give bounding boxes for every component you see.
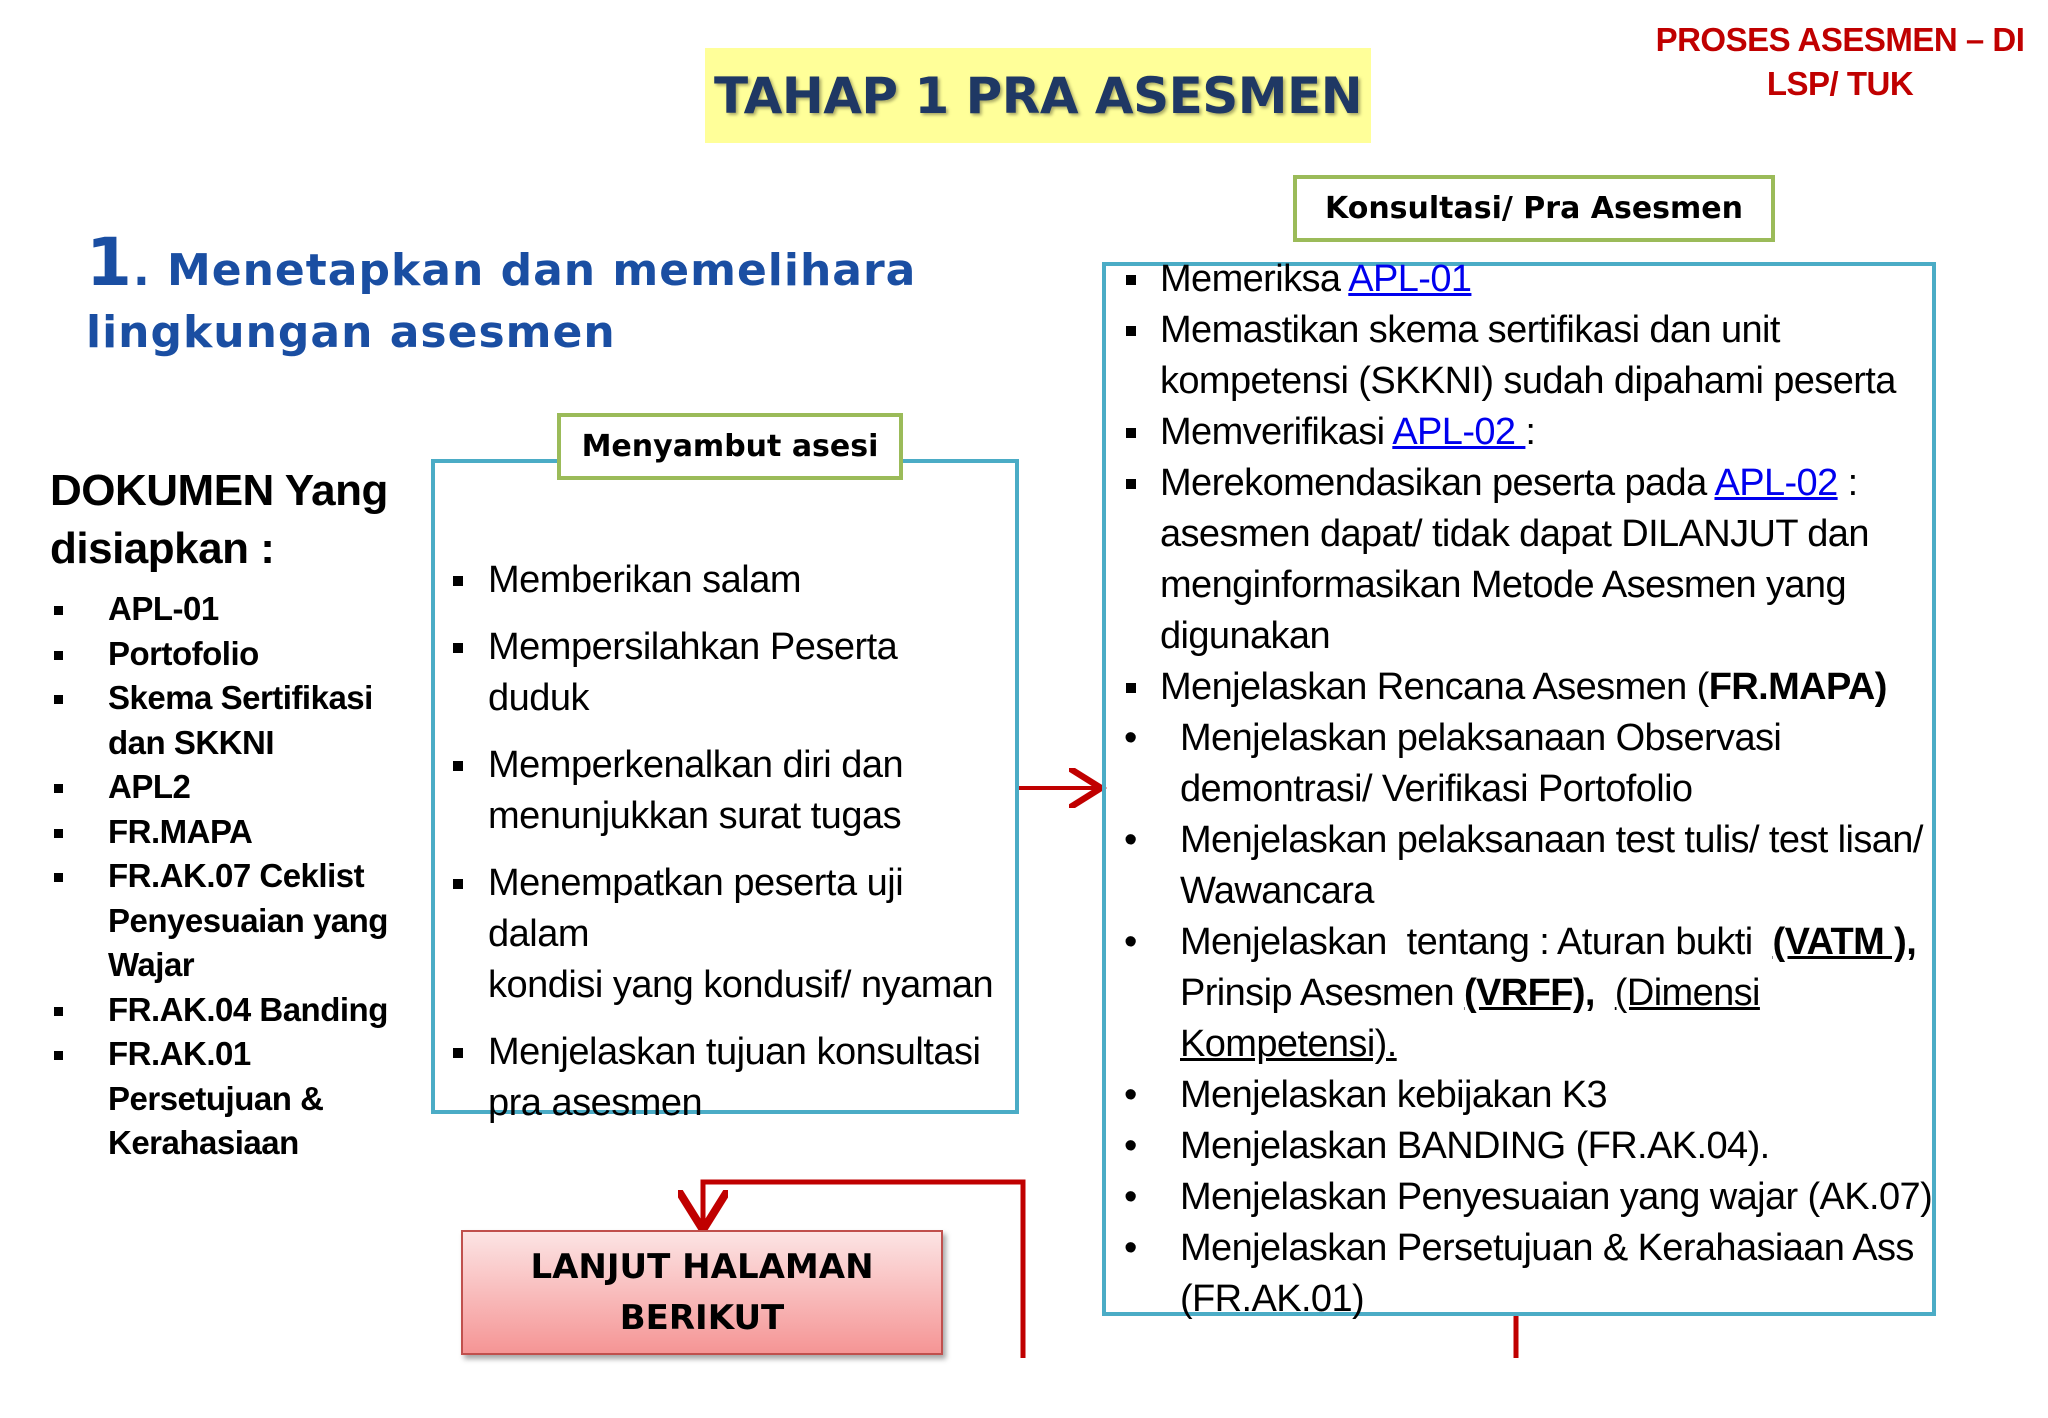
consult-steps-list <box>1118 254 1938 1325</box>
consult-step: Memeriksa APL-01 <box>1118 254 1938 305</box>
section-heading-line1: . Menetapkan dan memelihara <box>132 245 917 296</box>
consult-substep: • Menjelaskan BANDING (FR.AK.04). <box>1118 1121 1938 1172</box>
consult-substep: • Menjelaskan Persetujuan & Kerahasiaan Ass (FR.AK.01) <box>1118 1223 1938 1325</box>
documents-title-line2: disiapkan : <box>50 524 275 573</box>
consult-step: Merekomendasikan peserta pada APL-02 : asesmen dapat/ tidak dapat DILANJUT dan menginformasikan Metode Asesmen yang digunakan <box>1118 458 1938 662</box>
next-page-button[interactable] <box>461 1230 943 1355</box>
documents-title-line1: DOKUMEN Yang <box>50 466 388 515</box>
section-number: 1 <box>86 224 133 301</box>
apl-02-link[interactable]: APL-02 <box>1714 462 1838 504</box>
page-title: TAHAP 1 PRA ASESMEN <box>705 48 1371 143</box>
consult-step: Memverifikasi APL-02 : <box>1118 407 1938 458</box>
document-item: APL-01 <box>50 587 410 632</box>
document-item: Portofolio <box>50 632 410 677</box>
consult-header: Konsultasi/ Pra Asesmen <box>1293 175 1775 242</box>
consult-substep: • Menjelaskan kebijakan K3 <box>1118 1070 1938 1121</box>
apl-02-link[interactable]: APL-02 <box>1392 411 1526 453</box>
document-item: FR.AK.07 Ceklist Penyesuaian yang Wajar <box>50 854 410 988</box>
process-label-line2: LSP/ TUK <box>1766 65 1914 102</box>
welcome-step: Memberikan salam <box>448 555 1008 606</box>
welcome-step: Menempatkan peserta uji dalam kondisi yang kondusif/ nyaman <box>448 858 1008 1011</box>
document-item: APL2 <box>50 765 410 810</box>
consult-substep: • Menjelaskan Penyesuaian yang wajar (AK.07) <box>1118 1172 1938 1223</box>
consult-substep: • Menjelaskan tentang : Aturan bukti (VATM ), Prinsip Asesmen (VRFF), (Dimensi Kompetensi). <box>1118 917 1938 1070</box>
next-page-line2: BERIKUT <box>619 1297 785 1338</box>
welcome-step: Mempersilahkan Peserta duduk <box>448 622 1008 724</box>
process-label-line1: PROSES ASESMEN – DI <box>1655 21 2025 58</box>
section-heading-line2: lingkungan asesmen <box>86 307 616 358</box>
welcome-header: Menyambut asesi <box>557 413 903 480</box>
consult-substep: • Menjelaskan pelaksanaan Observasi demontrasi/ Verifikasi Portofolio <box>1118 713 1938 815</box>
apl-01-link[interactable]: APL-01 <box>1348 258 1472 300</box>
welcome-step: Menjelaskan tujuan konsultasi pra asesmen <box>448 1027 1008 1129</box>
document-item: Skema Sertifikasi dan SKKNI <box>50 676 410 765</box>
document-item: FR.AK.04 Banding <box>50 988 410 1033</box>
document-item: FR.MAPA <box>50 810 410 855</box>
welcome-steps-list <box>448 555 1008 1145</box>
document-item: FR.AK.01 Persetujuan & Kerahasiaan <box>50 1032 410 1166</box>
welcome-step: Memperkenalkan diri dan menunjukkan surat tugas <box>448 740 1008 842</box>
consult-step: Memastikan skema sertifikasi dan unit kompetensi (SKKNI) sudah dipahami peserta <box>1118 305 1938 407</box>
next-page-line1: LANJUT HALAMAN <box>530 1246 874 1287</box>
consult-substep: • Menjelaskan pelaksanaan test tulis/ test lisan/ Wawancara <box>1118 815 1938 917</box>
consult-step: Menjelaskan Rencana Asesmen (FR.MAPA) <box>1118 662 1938 713</box>
